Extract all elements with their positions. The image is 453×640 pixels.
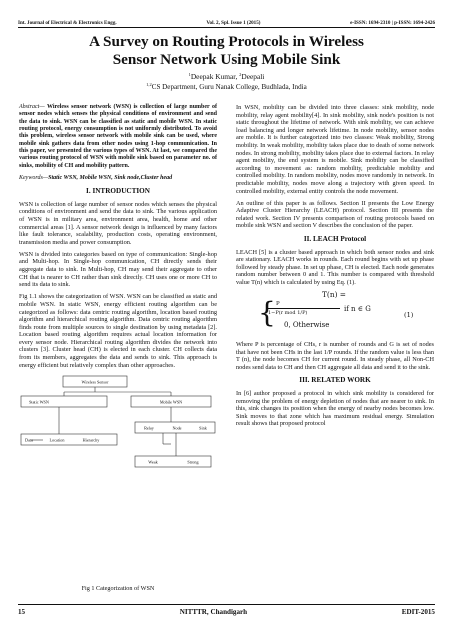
title-line-2: Sensor Network Using Mobile Sink: [112, 51, 341, 68]
abstract: [19, 104, 217, 170]
eq-brace: {: [258, 296, 276, 330]
eq-lhs: T(n) =: [322, 290, 346, 300]
wsn-categorization-figure: [19, 374, 217, 519]
right-column: [236, 104, 434, 433]
author-1: Deepak Kumar,: [190, 72, 240, 81]
footer-org: NITTTR, Chandigarh: [179, 608, 248, 616]
fig-label-location: Location: [49, 437, 65, 443]
paragraph: WSN is collection of large number of sensor nodes which senses the physical conditions of environment and send the data to sink. The various application of WSN is in military area, environment area, health, home and other commercial areas [1]. A sensor network design is influenced by many factors like fault tolerance, scalability, production costs, operating environment, transmission media and power consumption.: [19, 200, 217, 246]
eq-condition: if n ∈ G: [344, 305, 371, 314]
equation-1: [236, 291, 434, 337]
fig-label-node: Node: [172, 425, 182, 431]
journal-name: Int. Journal of Electrical & Electronics Engg.: [18, 20, 117, 26]
issn-info: e-ISSN: 1694-2310 | p-ISSN: 1694-2426: [350, 20, 435, 26]
paragraph: In [6] author proposed a protocol in which sink mobility is considered for removing the problem of energy depletion of nodes that are nearer to sink. In this, sink changes its position when the energy of nearby nodes becomes low. Sink moves to that zone which has maximum residual energy. Simulation result shows that proposed protocol: [236, 390, 434, 428]
affiliation: [18, 80, 435, 92]
footer-edit: EDIT-2015: [401, 608, 435, 616]
author-1-sup: 1: [188, 72, 191, 77]
fig-label-mobile: Mobile WSN: [159, 399, 183, 405]
running-header: [18, 12, 435, 26]
figure-caption: Fig 1 Categorization of WSN: [81, 585, 155, 592]
section-heading-leach: II. LEACH Protocol: [303, 235, 367, 243]
fig-label-relay: Relay: [144, 425, 154, 431]
fig-label-weak: Weak: [148, 459, 158, 465]
abstract-text: Wireless sensor network (WSN) is collection of large number of sensor nodes which senses the physical conditions of environment and send the data to sink. WSN can be classified as static and mobile WSN. In static routing protocol, energy consumption is not uniformly distributed. To avoid this problem, wireless sensor network with mobile sink can be used, where mobile sink gathers data from other nodes using 1-hop communication. In this paper, we presented the various types of WSN. At last, we compared the various routing protocol of WSN with mobile sink based on parameter no. of sinks, mobility of CH and mobility pattern.: [19, 104, 217, 169]
footer-rule: [18, 604, 435, 605]
section-heading-intro: I. INTRODUCTION: [86, 187, 150, 196]
fig-label-root: Wireless Sensor: [81, 379, 109, 385]
affiliation-sup: 1,2: [146, 82, 152, 87]
paragraph: WSN is divided into categories based on type of communication: Single-hop and Multi-hop. In Single-hop communication, CH directly sends their aggregate data to sink. In Multi-hop, CH may send their aggregate to other CH that is nearer to CH rather than sink directly. CH uses one or more CH to send its data to sink.: [19, 250, 217, 289]
paragraph: Fig 1.1 shows the categorization of WSN. WSN can be classified as static and mobile WSN. In static WSN, energy efficient routing algorithm can be categorized as follows: data centric routing algorithm, location based routing algorithm and hierarchical routing algorithm. Data centric routing algorithm finds route from multiple sources to single destination by using metadata [2]. Location based routing algorithm requires actual location information for every sensor node. Hierarchical routing algorithm divides the network into clusters [3]. Cluster head (CH) is elected in each cluster. CH collects data from its members, aggregates the data and sends to sink. This approach is energy efficient but relatively complex than other approaches.: [19, 293, 217, 369]
eq-numerator: P: [276, 301, 280, 308]
page-number: 15: [18, 608, 26, 616]
left-column: [19, 104, 217, 519]
affiliation-text: CS Department, Guru Nanak College, Budhlada, India: [151, 83, 307, 91]
author-2-sup: 2: [239, 72, 242, 77]
author-2: Deepali: [241, 72, 265, 81]
title-line-1: A Survey on Routing Protocols in Wireless: [89, 33, 364, 50]
eq-denominator: 1−P(r mod 1/P): [268, 310, 308, 317]
paragraph: LEACH [5] is a cluster based approach in which both sensor nodes and sink are stationary. LEACH works in rounds. Each round begins with set up phase followed by steady phase. In set up phase, CH is elected. Each node generates random number between 0 and 1. This number is compared with threshold value T(n) which is calculated by using Eq. (1).: [236, 248, 434, 286]
paragraph: Where P is percentage of CHs, r is number of rounds and G is set of nodes that have not been CHs in the last 1/P rounds. If the random value is less than T (n), the node becomes CH for current round. In steady phase, all Non-CH nodes send data to CH and then CH aggregate all data and send it to the sink.: [236, 341, 434, 371]
paper-title: [18, 33, 435, 69]
fig-label-hierarchy: Hierarchy: [82, 437, 100, 443]
static-children-box: [21, 434, 117, 445]
fig-label-sink: Sink: [199, 425, 207, 431]
keywords: [19, 175, 217, 183]
figure-diagram: [19, 374, 217, 519]
node-mobility-box: [135, 456, 211, 467]
fig-label-data: Data: [25, 437, 33, 443]
page-footer: [18, 608, 435, 616]
keywords-lead: Keywords—: [19, 174, 49, 181]
fig-label-static: Static WSN: [29, 399, 49, 405]
section-heading-related: III. RELATED WORK: [299, 376, 371, 385]
volume-info: Vol. 2, Spl. Issue 1 (2015): [206, 20, 261, 26]
eq-fraction-bar: [268, 308, 340, 309]
eq-number: (1): [404, 311, 414, 320]
header-rule: [18, 27, 435, 28]
keywords-text: Static WSN, Mobile WSN, Sink node,Cluster head: [48, 174, 173, 181]
paragraph: In WSN, mobility can be divided into three classes: sink mobility, node mobility, relay agent mobility[4]. In sink mobility, sink node's position is not static throughout the lifetime of network. With sink mobility, we can achieve load balancing and longer network lifetime. In node mobility, sensor nodes are mobile. It is further categorized into two classes: Weak mobility, Strong mobility. In weak mobility, mobility takes place due to death of some network nodes. In strong mobility, mobility takes place due to external factors. In relay agent mobility, the end system is mobile. Sink mobility can be classified according to movement as: random mobility, predictable mobility and controlled mobility. In random mobility, nodes move randomly in network. In predictable mobility, nodes move along a trajectory with given speed. In controlled mobility, external entity controls the node movement.: [236, 104, 434, 195]
paragraph: An outline of this paper is as follows. Section II presents the Low Energy Adaptive Cluster Hierarchy (LEACH) protocol. Section III presents the related work. Section IV presents comparison of routing protocols based on mobile sink WSN and section V describes the conclusion of the paper.: [236, 199, 434, 230]
eq-otherwise: 0, Otherwise: [284, 321, 330, 330]
abstract-lead: Abstract—: [19, 104, 45, 110]
fig-label-strong: Strong: [187, 459, 199, 465]
